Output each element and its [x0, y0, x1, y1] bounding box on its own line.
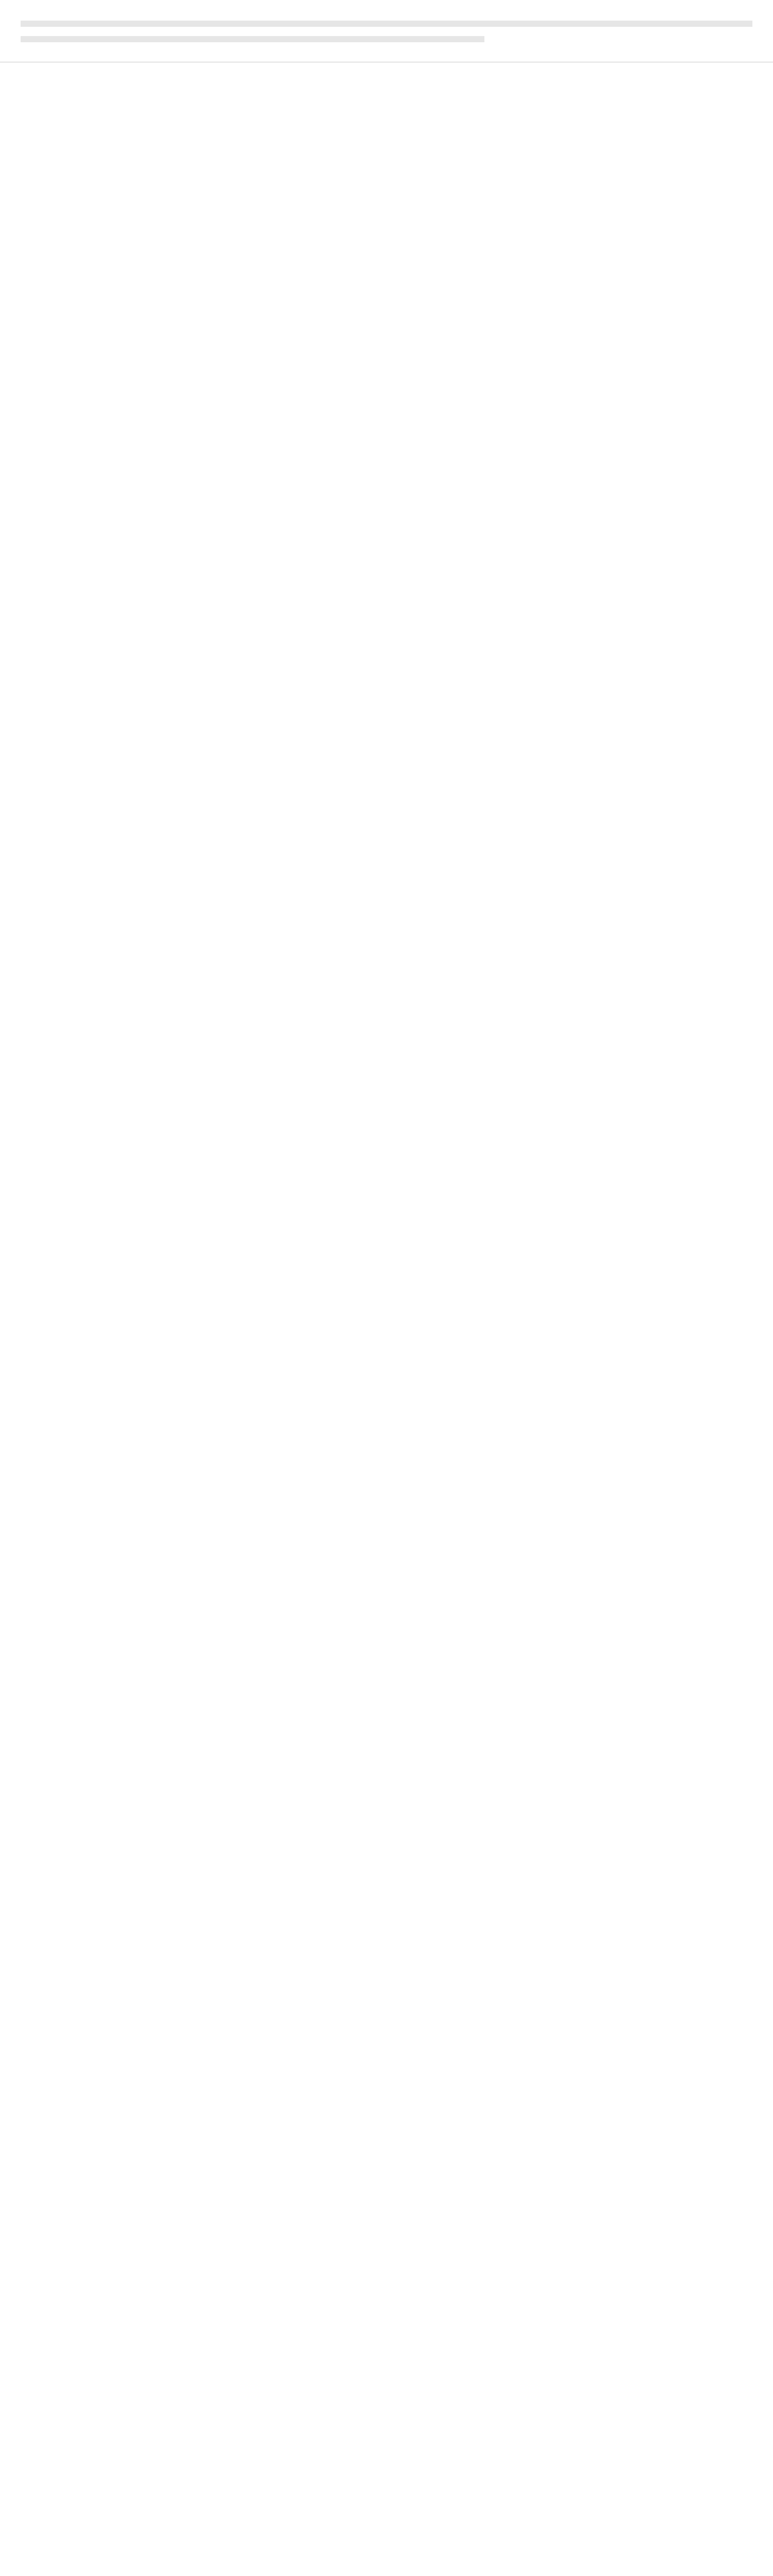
header-placeholder-line: [21, 21, 752, 27]
header-placeholder-line: [21, 36, 484, 42]
document-header: [0, 0, 773, 62]
document-body: [0, 62, 773, 2576]
